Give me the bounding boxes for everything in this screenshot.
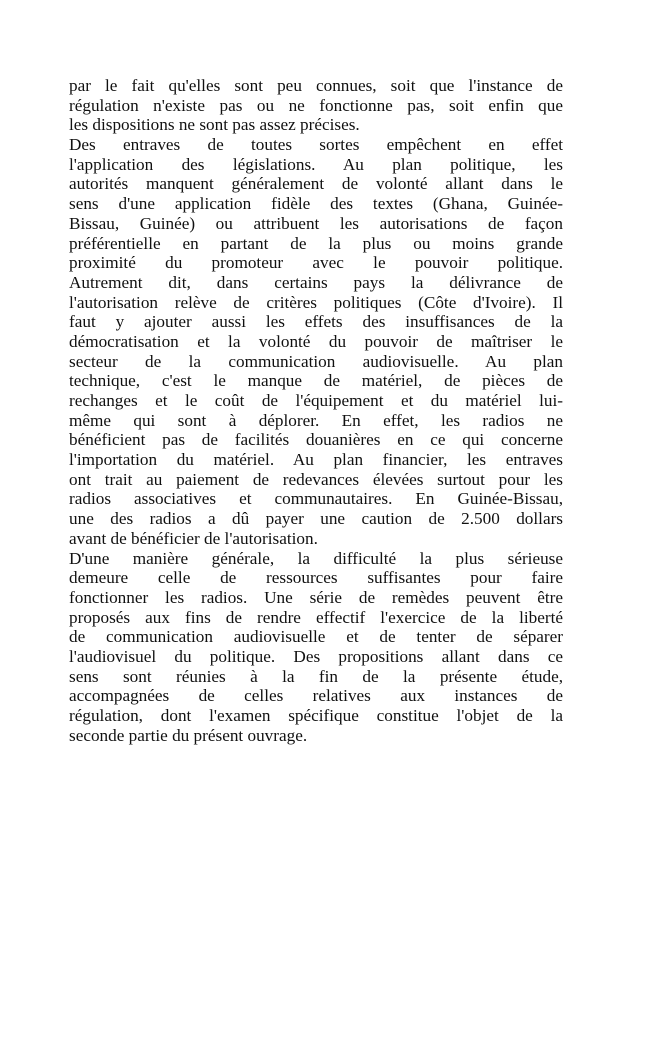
text-line: rechanges et le coût de l'équipement et du matériel lui- xyxy=(69,391,563,410)
text-line: secteur de la communication audiovisuelle. Au plan xyxy=(69,351,563,371)
text-line: technique, c'est le manque de matériel, de pièces de xyxy=(69,371,563,391)
text-line: seconde partie du présent ouvrage. xyxy=(69,725,308,745)
text-line: avant de bénéficier de l'autorisation. xyxy=(69,528,318,548)
text-line: préférentielle en partant de la plus ou moins grande xyxy=(69,233,563,253)
text-line: sens d'une application fidèle des textes (Ghana, Guinée- xyxy=(69,194,563,214)
body-text xyxy=(69,76,563,745)
text-line: l'application des législations. Au plan politique, les xyxy=(69,154,563,174)
text-line: une des radios a dû payer une caution de 2.500 dollars xyxy=(69,509,563,529)
text-line: l'autorisation relève de critères politiques (Côte d'Ivoire). Il xyxy=(69,292,563,312)
text-line: proposés aux fins de rendre effectif l'exercice de la liberté xyxy=(69,607,563,627)
text-line: même qui sont à déplorer. En effet, les radios ne xyxy=(69,410,563,430)
text-line: demeure celle de ressources suffisantes pour faire xyxy=(69,568,563,588)
text-line: l'importation du matériel. Au plan financier, les entraves xyxy=(69,450,563,470)
text-line: démocratisation et la volonté du pouvoir de maîtriser le xyxy=(69,331,563,351)
text-line: accompagnées de celles relatives aux instances de xyxy=(69,686,563,706)
text-line: de communication audiovisuelle et de tenter de séparer xyxy=(69,627,563,647)
text-line: Des entraves de toutes sortes empêchent en effet xyxy=(69,135,563,155)
text-line: régulation n'existe pas ou ne fonctionne pas, soit enfin que xyxy=(69,95,563,115)
text-line: faut y ajouter aussi les effets des insuffisances de la xyxy=(69,312,563,332)
text-line: l'audiovisuel du politique. Des propositions allant dans ce xyxy=(69,646,563,666)
text-line: autorités manquent généralement de volonté allant dans le xyxy=(69,174,563,194)
text-line: bénéficient pas de facilités douanières en ce qui concerne xyxy=(69,430,563,450)
text-line: Autrement dit, dans certains pays la délivrance de xyxy=(69,272,563,292)
text-line: D'une manière générale, la difficulté la plus sérieuse xyxy=(69,548,563,568)
text-line: par le fait qu'elles sont peu connues, soit que l'instance de xyxy=(69,76,563,95)
text-line: Bissau, Guinée) ou attribuent les autorisations de façon xyxy=(69,213,563,233)
text-line: sens sont réunies à la fin de la présente étude, xyxy=(69,666,563,686)
text-line: fonctionner les radios. Une série de remèdes peuvent être xyxy=(69,587,563,607)
text-line: radios associatives et communautaires. En Guinée-Bissau, xyxy=(69,489,563,509)
text-line: proximité du promoteur avec le pouvoir politique. xyxy=(69,253,563,273)
text-line: ont trait au paiement de redevances élevées surtout pour les xyxy=(69,469,563,489)
text-line: régulation, dont l'examen spécifique constitue l'objet de la xyxy=(69,706,563,725)
text-line: les dispositions ne sont pas assez précises. xyxy=(69,115,360,135)
